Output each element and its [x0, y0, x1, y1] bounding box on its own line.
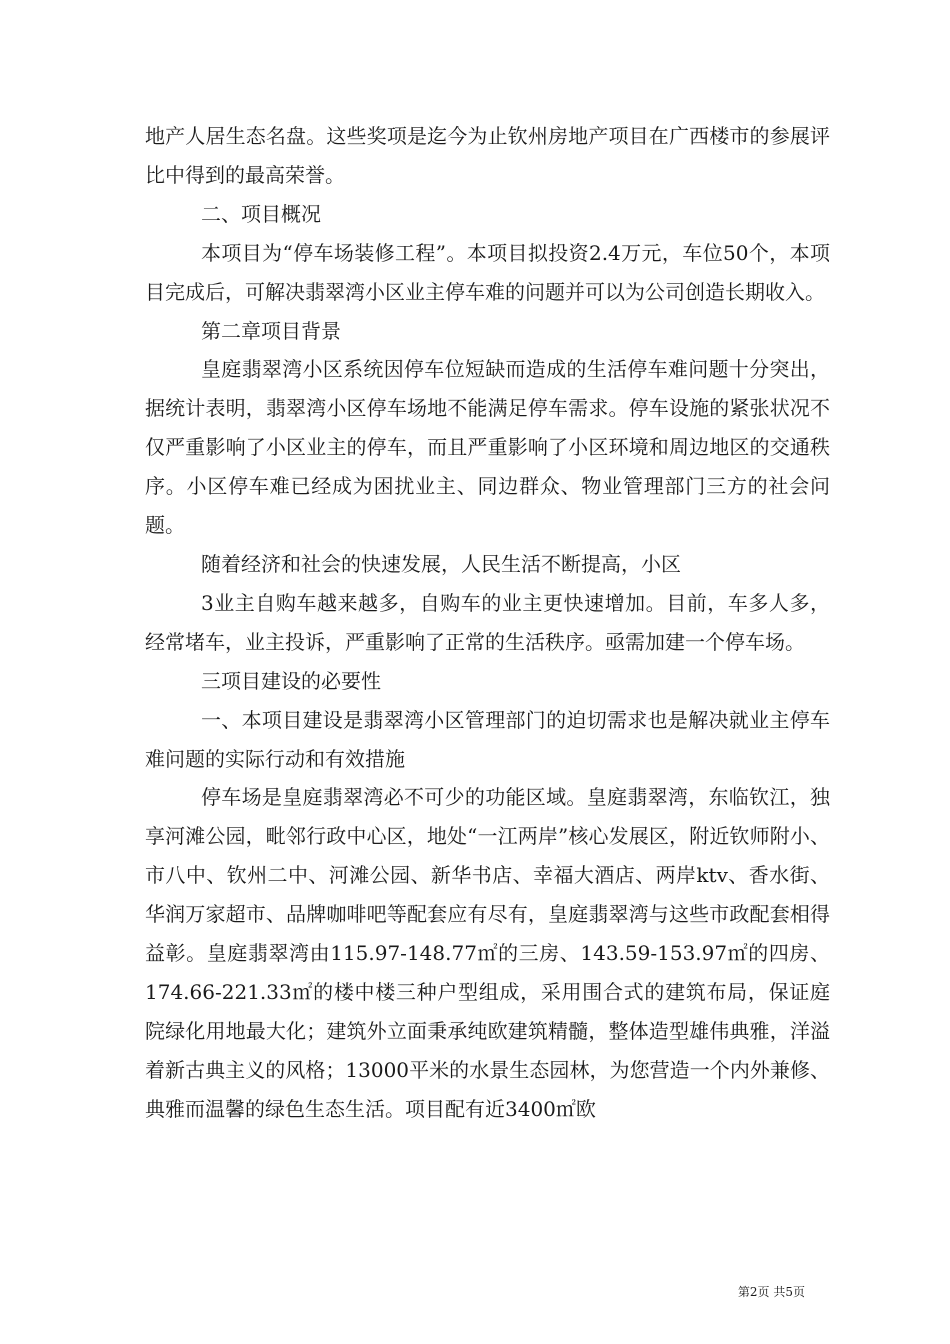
footer-page-number: 2 — [749, 1285, 758, 1299]
page-footer — [738, 1283, 805, 1300]
paragraph-car-ownership: 3业主自购车越来越多，自购车的业主更快速增加。目前，车多人多，经常堵车，业主投诉，严重影响了正常的生活秩序。亟需加建一个停车场。 — [145, 590, 830, 654]
paragraph-parking-shortage: 皇庭翡翠湾小区系统因停车位短缺而造成的生活停车难问题十分突出，据统计表明，翡翠湾小区停车场地不能满足停车需求。停车设施的紧张状况不仅严重影响了小区业主的停车，而且严重影响了小区环境和周边地区的交通秩序。小区停车难已经成为困扰业主、同边群众、物业管理部门三方的社会问题。 — [145, 357, 830, 538]
paragraph-awards-continued: 地产人居生态名盘。这些奖项是迄今为止钦州房地产项目在广西楼市的参展评比中得到的最高荣誉。 — [145, 124, 830, 187]
footer-page-middle: 页 共 — [757, 1285, 786, 1299]
paragraph-urgent-need: 一、本项目建设是翡翠湾小区管理部门的迫切需求也是解决就业主停车难问题的实际行动和有效措施 — [145, 707, 830, 771]
paragraph-project-overview: 本项目为“停车场装修工程”。本项目拟投资2.4万元，车位50个，本项目完成后，可解决翡翠湾小区业主停车难的问题并可以为公司创造长期收入。 — [145, 240, 830, 304]
chapter-heading-project-background: 第二章项目背景 — [201, 318, 341, 343]
document-body — [145, 117, 830, 1129]
paragraph-economic-development: 随着经济和社会的快速发展，人民生活不断提高，小区 — [201, 551, 681, 576]
footer-page-total: 5 — [785, 1285, 793, 1299]
paragraph-parking-function: 停车场是皇庭翡翠湾必不可少的功能区域。皇庭翡翠湾，东临钦江，独享河滩公园，毗邻行政中心区，地处“一江两岸”核心发展区，附近钦师附小、市八中、钦州二中、河滩公园、新华书店、幸福大酒店、两岸ktv、香水街、华润万家超市、品牌咖啡吧等配套应有尽有，皇庭翡翠湾与这些市政配套相得益彰。皇庭翡翠湾由115.97-148.77㎡的三房、143.59-153.97㎡的四房、174.66-221.33㎡的楼中楼三种户型组成，采用围合式的建筑布局，保证庭院绿化用地最大化；建筑外立面秉承纯欧建筑精髓，整体造型雄伟典雅，洋溢着新古典主义的风格；13000平米的水景生态园林，为您营造一个内外兼修、典雅而温馨的绿色生态生活。项目配有近3400㎡欧 — [145, 785, 830, 1121]
section-heading-necessity: 三项目建设的必要性 — [201, 668, 381, 693]
section-heading-project-overview: 二、项目概况 — [201, 201, 321, 226]
footer-page-prefix: 第 — [737, 1285, 750, 1299]
footer-page-suffix: 页 — [792, 1285, 805, 1299]
